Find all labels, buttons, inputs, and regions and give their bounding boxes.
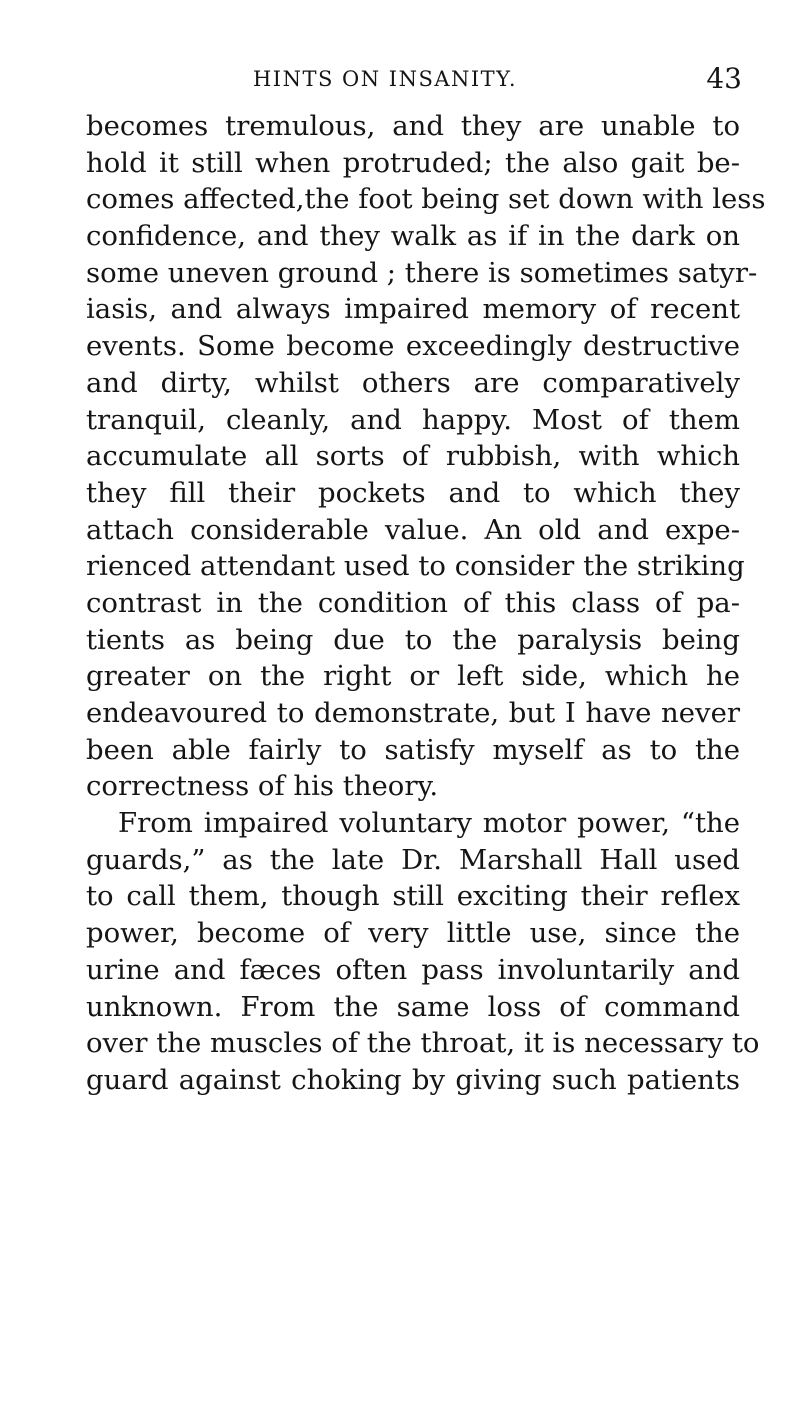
text-line: guards,” as the late Dr. Marshall Hall used	[86, 843, 740, 876]
text-line: tranquil, cleanly, and happy. Most of them	[86, 403, 740, 436]
text-line: endeavoured to demonstrate, but I have never	[86, 697, 740, 729]
text-line: to call them, though still exciting their reflex	[86, 880, 740, 913]
text-line: over the muscles of the throat, it is necessary to	[86, 1027, 760, 1060]
text-line: events. Some become exceedingly destructive	[86, 330, 740, 363]
text-line: they fill their pockets and to which they	[86, 476, 740, 509]
text-line: some uneven ground ; there is sometimes satyr-	[86, 256, 758, 289]
page-number: 43	[706, 62, 742, 95]
text-line: been able fairly to satisfy myself as to the	[86, 733, 740, 766]
text-line: confidence, and they walk as if in the dark on	[86, 220, 740, 253]
text-line: guard against choking by giving such patients	[86, 1063, 740, 1096]
paragraph-2	[86, 805, 760, 1099]
paragraph-1	[86, 108, 766, 805]
text-line: tients as being due to the paralysis being	[86, 623, 740, 656]
text-line: accumulate all sorts of rubbish, with which	[86, 440, 740, 473]
text-line: From impaired voluntary motor power, “the	[118, 807, 740, 840]
running-head	[86, 62, 742, 96]
text-line: unknown. From the same loss of command	[86, 990, 740, 1023]
text-line: correctness of his theory.	[86, 770, 439, 803]
text-line: becomes tremulous, and they are unable to	[86, 110, 740, 142]
running-title: HINTS ON INSANITY.	[252, 67, 518, 91]
text-line: iasis, and always impaired memory of recent	[86, 293, 740, 326]
text-line: attach considerable value. An old and expe-	[86, 513, 740, 546]
text-line: contrast in the condition of this class of pa-	[86, 586, 740, 619]
text-line: and dirty, whilst others are comparatively	[86, 366, 740, 399]
text-line: greater on the right or left side, which he	[86, 660, 740, 693]
text-line: comes affected,the foot being set down with less	[86, 183, 766, 216]
text-line: hold it still when protruded; the also gait be-	[86, 146, 740, 179]
text-line: urine and fæces often pass involuntarily and	[86, 953, 740, 986]
body-text	[86, 108, 766, 1099]
text-line: power, become of very little use, since the	[86, 917, 740, 950]
text-line: rienced attendant used to consider the striking	[86, 550, 745, 583]
